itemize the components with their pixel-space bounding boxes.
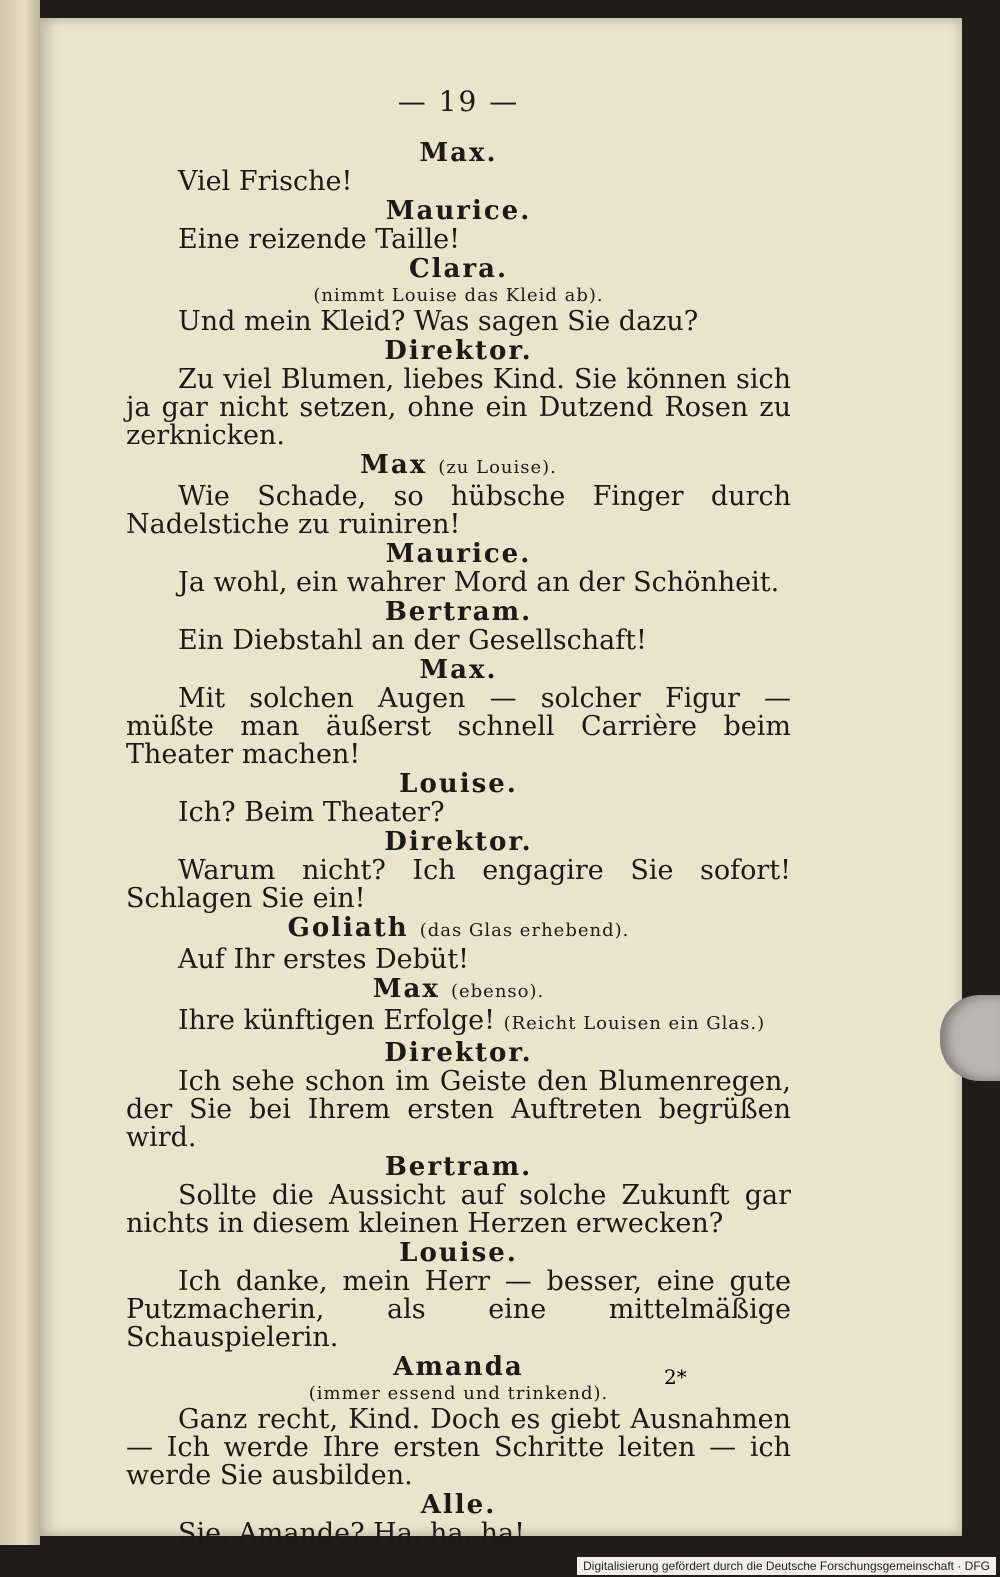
speaker-label: Alle. (420, 1490, 497, 1520)
speaker-name (126, 1038, 791, 1068)
speaker-name (126, 336, 791, 366)
speech-text: Ich sehe schon im Geiste den Blumenregen, der Sie bei Ihrem ersten Auftreten begrüßen wird. (126, 1066, 791, 1153)
speech-text: Ihre künftigen Erfolge! (178, 1005, 495, 1036)
speaker-name (126, 827, 791, 857)
speech-text: Sie, Amande? Ha, ha, ha! (178, 1518, 525, 1549)
speaker-label: Max. (419, 655, 498, 685)
speech-text: Ich danke, mein Herr — besser, eine gute Putzmacherin, als eine mittelmäßige Schauspielerin. (126, 1266, 791, 1353)
speech-line (126, 946, 791, 974)
speaker-name (126, 196, 791, 226)
speaker-name (126, 597, 791, 627)
stage-direction: (nimmt Louise das Kleid ab). (313, 285, 604, 306)
speech-text: Auf Ihr erstes Debüt! (178, 944, 470, 975)
speech-line (126, 168, 791, 196)
speech-line (126, 483, 791, 539)
speaker-label: Louise. (399, 1238, 518, 1268)
stage-direction: (Reicht Louisen ein Glas.) (503, 1013, 766, 1034)
speech-text: Sollte die Aussicht auf solche Zukunft gar nichts in diesem kleinen Herzen erwecken? (126, 1180, 791, 1239)
stage-direction: (immer essend und trinkend). (308, 1383, 609, 1404)
speech-text: Mit solchen Augen — solcher Figur — müßte man äußerst schnell Carrière beim Theater machen! (126, 683, 791, 770)
speaker-name (126, 1352, 791, 1382)
speech-text: Ein Diebstahl an der Gesellschaft! (178, 625, 647, 656)
stage-direction: (ebenso). (450, 981, 545, 1002)
speech-text: Und mein Kleid? Was sagen Sie dazu? (178, 306, 699, 337)
speech-line (126, 799, 791, 827)
speech-text: Zu viel Blumen, liebes Kind. Sie können sich ja gar nicht setzen, ohne ein Dutzend Rosen zu zerknicken. (126, 364, 791, 451)
signature-mark: 2* (664, 1365, 687, 1389)
speech-line (126, 685, 791, 769)
speech-line (126, 857, 791, 913)
page-number: — 19 — (397, 85, 520, 118)
speaker-name (126, 254, 791, 284)
speech-line (126, 627, 791, 655)
speaker-label: Direktor. (384, 1038, 533, 1068)
speaker-label: Max (360, 450, 428, 480)
speaker-name (126, 913, 791, 946)
speaker-label: Maurice. (385, 539, 532, 569)
stage-direction: (zu Louise). (438, 457, 557, 478)
speech-text: Ich? Beim Theater? (178, 797, 445, 828)
speech-text: Ganz recht, Kind. Doch es giebt Ausnahmen — Ich werde Ihre ersten Schritte leiten — ich werde Sie ausbilden. (126, 1404, 791, 1491)
speaker-label: Louise. (399, 769, 518, 799)
speech-line (126, 569, 791, 597)
speech-line (126, 1007, 791, 1038)
speech-line (126, 1182, 791, 1238)
stage-direction: (das Glas erhebend). (419, 920, 630, 941)
speaker-label: Clara. (408, 254, 508, 284)
speaker-name (126, 1238, 791, 1268)
speaker-label: Goliath (287, 913, 409, 943)
speaker-name (126, 138, 791, 168)
speech-line (126, 1268, 791, 1352)
speech-line (126, 1520, 791, 1548)
speaker-label: Max (372, 974, 440, 1004)
play-text (126, 138, 791, 1548)
page-text (126, 85, 791, 1548)
speaker-name (126, 1152, 791, 1182)
speech-text: Ja wohl, ein wahrer Mord an der Schönheit. (178, 567, 780, 598)
speech-text: Wie Schade, so hübsche Finger durch Nadelstiche zu ruiniren! (126, 481, 791, 540)
speaker-name (126, 974, 791, 1007)
speech-text: Warum nicht? Ich engagire Sie sofort! Schlagen Sie ein! (126, 855, 791, 914)
speech-line (126, 226, 791, 254)
speaker-name (126, 539, 791, 569)
digitization-footer: Digitalisierung gefördert durch die Deutsche Forschungsgemeinschaft · DFG (577, 1557, 996, 1575)
speaker-name (126, 769, 791, 799)
speech-line (126, 366, 791, 450)
speech-text: Viel Frische! (178, 166, 353, 197)
speaker-label: Max. (419, 138, 498, 168)
speaker-label: Direktor. (384, 827, 533, 857)
speaker-label: Bertram. (384, 1152, 533, 1182)
speaker-label: Direktor. (384, 336, 533, 366)
speaker-label: Bertram. (384, 597, 533, 627)
speech-text: Eine reizende Taille! (178, 224, 460, 255)
speaker-name (126, 1490, 791, 1520)
speaker-name (126, 450, 791, 483)
facing-page-edge (0, 0, 40, 1545)
speaker-name (126, 655, 791, 685)
speech-line (126, 1406, 791, 1490)
speech-line (126, 1068, 791, 1152)
speech-line (126, 308, 791, 336)
speaker-label: Maurice. (385, 196, 532, 226)
speaker-label: Amanda (393, 1352, 524, 1382)
